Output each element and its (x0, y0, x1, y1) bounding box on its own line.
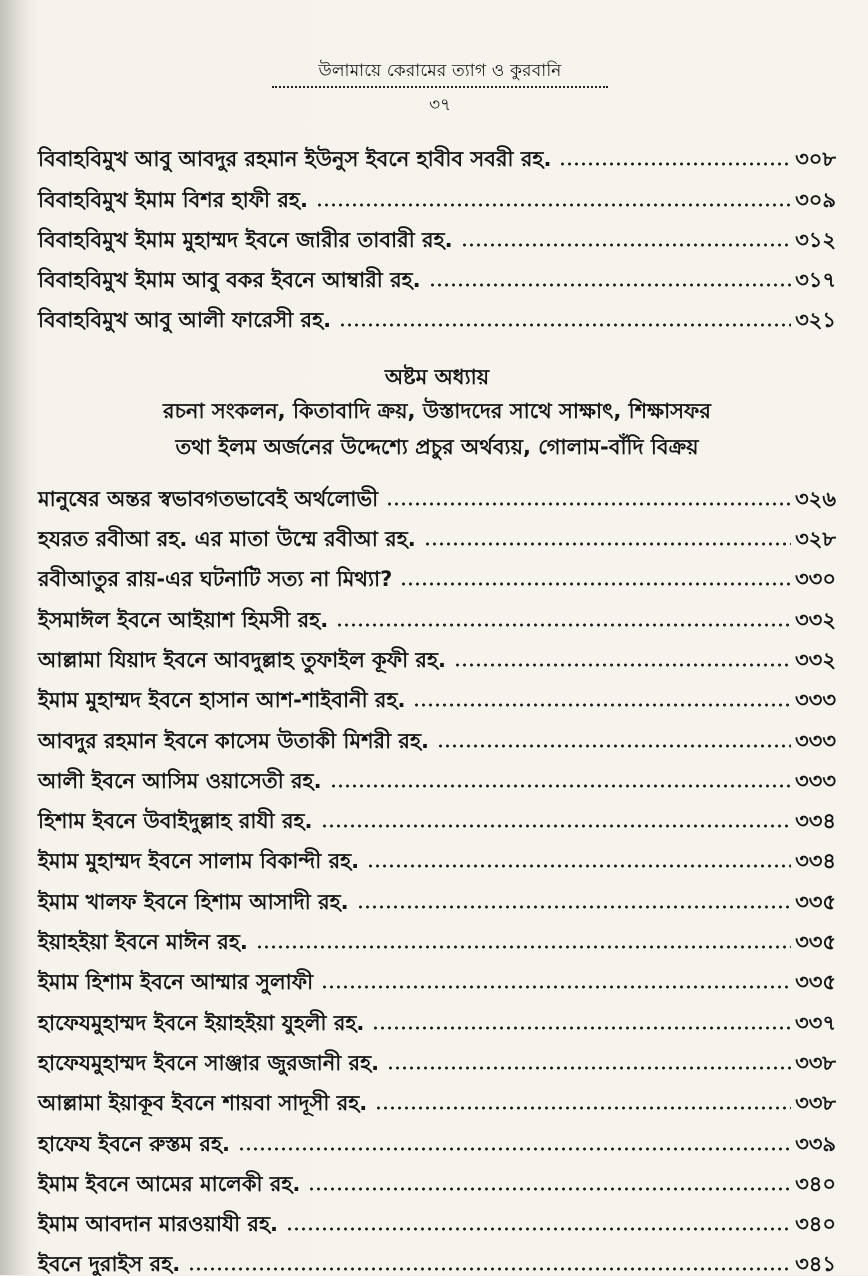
dot-leader (339, 322, 791, 328)
toc-entry-title: বিবাহবিমুখ আবু আলী ফারেসী রহ. (38, 308, 332, 333)
toc-entry (38, 711, 836, 751)
dot-leader (316, 202, 791, 208)
toc-entry-page-number: ৩৩৩ (795, 728, 836, 753)
chapter-title: অষ্টম অধ্যায় (384, 365, 490, 390)
toc-entry (38, 550, 836, 590)
dot-leader (454, 662, 791, 668)
toc-entry-page-number: ৩৩২ (795, 607, 836, 632)
toc-entry (38, 1195, 836, 1235)
dot-leader (437, 743, 791, 749)
toc-entry-title: বিবাহবিমুখ ইমাম মুহাম্মদ ইবনে জারীর তাবারী রহ. (38, 227, 453, 252)
dot-leader (386, 501, 791, 507)
toc-entry (38, 993, 836, 1033)
toc-entry-title: বিবাহবিমুখ ইমাম আবু বকর ইবনে আম্বারী রহ. (38, 268, 421, 293)
toc-entry-title: আবদুর রহমান ইবনে কাসেম উতাকী মিশরী রহ. (38, 728, 429, 753)
dot-leader (375, 1105, 791, 1111)
toc-entry-title: বিবাহবিমুখ আবু আবদুর রহমান ইউনুস ইবনে হাবীব সবরী রহ. (38, 147, 552, 172)
dot-leader (367, 863, 791, 869)
chapter-subtitle-line-1: রচনা সংকলন, কিতাবাদি ক্রয়, উস্তাদদের সাথে সাক্ষাৎ, শিক্ষাসফর (163, 399, 711, 424)
toc-entry-page-number: ৩৪০ (795, 1171, 836, 1196)
toc-entry-title: হাফেযমুহাম্মদ ইবনে সাঞ্জার জুরজানী রহ. (38, 1050, 380, 1075)
toc-entry-title: মানুষের অন্তর স্বভাবগতভাবেই অর্থলোভী (38, 486, 379, 511)
dot-leader (429, 282, 791, 288)
toc-entry (38, 469, 836, 509)
toc-entry (38, 671, 836, 711)
dot-leader (387, 1065, 791, 1071)
dot-leader (400, 581, 791, 587)
toc-entry-page-number: ৩০৮ (795, 147, 836, 172)
toc-entry (38, 1155, 836, 1195)
toc-entry (38, 1235, 836, 1275)
toc-entry-page-number: ৩৪০ (795, 1212, 836, 1237)
toc-entry-page-number: ৩২৬ (795, 486, 836, 511)
toc-entry (38, 1074, 836, 1114)
toc-entry-title: রবীআতুর রায়-এর ঘটনাটি সত্য না মিথ্যা? (38, 567, 393, 592)
toc-entry (38, 792, 836, 832)
running-header: উলামায়ে কেরামের ত্যাগ ও কুরবানি (318, 61, 562, 81)
dot-leader (238, 1146, 791, 1152)
toc-entry (38, 170, 836, 210)
toc-entry (38, 872, 836, 912)
toc-entry-page-number: ৩৩৭ (795, 1010, 836, 1035)
toc-entry-title: ইমাম খালফ ইবনে হিশাম আসাদী রহ. (38, 889, 349, 914)
dot-leader (321, 823, 792, 829)
toc-entry-page-number: ৩৩৮ (795, 1091, 836, 1116)
toc-entry (38, 211, 836, 251)
toc-entry-page-number: ৩৪১ (795, 1252, 836, 1276)
toc-entry (38, 631, 836, 671)
dot-leader (372, 1025, 791, 1031)
header-dotted-rule (272, 86, 608, 88)
toc-entry-page-number: ৩২১ (795, 308, 836, 333)
gutter-shadow (0, 0, 30, 1275)
toc-entry-title: বিবাহবিমুখ ইমাম বিশর হাফী রহ. (38, 187, 308, 212)
chapter-subtitle-line-2: তথা ইলম অর্জনের উদ্দেশ্যে প্রচুর অর্থব্যয়, গোলাম-বাঁদি বিক্রয় (175, 435, 699, 460)
toc-entry-page-number: ৩৩০ (795, 567, 836, 592)
toc-entry (38, 832, 836, 872)
toc-entry-title: আল্লামা যিয়াদ ইবনে আবদুল্লাহ তুফাইল কূফী রহ. (38, 647, 446, 672)
page-number: ৩৭ (428, 95, 452, 115)
dot-leader (461, 242, 791, 248)
toc-entry-page-number: ৩৩৩ (795, 688, 836, 713)
toc-entry-title: ইসমাঈল ইবনে আইয়াশ হিমসী রহ. (38, 607, 329, 632)
toc-entry-page-number: ৩৩৩ (795, 768, 836, 793)
toc-entry (38, 510, 836, 550)
toc-entry-title: হাফেয ইবনে রুস্তম রহ. (38, 1131, 230, 1156)
table-of-contents (38, 130, 836, 1275)
dot-leader (559, 161, 791, 167)
toc-entry-page-number: ৩১৭ (795, 268, 836, 293)
toc-entry (38, 752, 836, 792)
toc-entry-page-number: ৩৩২ (795, 647, 836, 672)
dot-leader (336, 622, 791, 628)
toc-entry-title: ইমাম হিশাম ইবনে আম্মার সুলাফী (38, 970, 314, 995)
dot-leader (308, 1186, 791, 1192)
toc-entry-page-number: ৩৩৫ (795, 970, 836, 995)
toc-entry-page-number: ৩৩৫ (795, 930, 836, 955)
toc-entry-page-number: ৩৩৪ (795, 849, 836, 874)
toc-entry-title: হযরত রবীআ রহ. এর মাতা উম্মে রবীআ রহ. (38, 527, 416, 552)
toc-entry-page-number: ৩৩৮ (795, 1050, 836, 1075)
toc-entry (38, 1034, 836, 1074)
toc-entry-title: ইমাম আবদান মারওয়াযী রহ. (38, 1212, 278, 1237)
toc-section-1 (38, 130, 836, 331)
dot-leader (357, 904, 791, 910)
toc-section-2 (38, 469, 836, 1275)
dot-leader (188, 1266, 791, 1272)
toc-entry-title: ইয়াহইয়া ইবনে মাঈন রহ. (38, 930, 248, 955)
toc-entry-page-number: ৩৩৯ (795, 1131, 836, 1156)
toc-entry-page-number: ৩১২ (795, 227, 836, 252)
chapter-heading-block (38, 361, 836, 465)
dot-leader (321, 984, 791, 990)
toc-entry-title: ইবনে দুরাইস রহ. (38, 1252, 181, 1276)
toc-entry-page-number: ৩২৮ (795, 527, 836, 552)
toc-entry-page-number: ৩৩৫ (795, 889, 836, 914)
toc-entry (38, 130, 836, 170)
toc-entry-title: ইমাম ইবনে আমের মালেকী রহ. (38, 1171, 301, 1196)
toc-entry (38, 590, 836, 630)
toc-entry-page-number: ৩০৯ (795, 187, 836, 212)
dot-leader (330, 783, 791, 789)
toc-entry (38, 913, 836, 953)
dot-leader (413, 702, 791, 708)
dot-leader (286, 1226, 791, 1232)
dot-leader (256, 944, 791, 950)
toc-entry (38, 953, 836, 993)
toc-entry-page-number: ৩৩৪ (795, 809, 836, 834)
toc-entry (38, 291, 836, 331)
toc-entry-title: ইমাম মুহাম্মদ ইবনে সালাম বিকান্দী রহ. (38, 849, 360, 874)
toc-entry (38, 251, 836, 291)
toc-entry-title: হাফেযমুহাম্মদ ইবনে ইয়াহইয়া যুহলী রহ. (38, 1010, 365, 1035)
dot-leader (424, 541, 791, 547)
toc-entry (38, 1114, 836, 1154)
toc-entry-title: ইমাম মুহাম্মদ ইবনে হাসান আশ-শাইবানী রহ. (38, 688, 406, 713)
toc-entry-title: হিশাম ইবনে উবাইদুল্লাহ রাযী রহ. (38, 809, 313, 834)
toc-entry-title: আল্লামা ইয়াকূব ইবনে শায়বা সাদূসী রহ. (38, 1091, 368, 1116)
toc-entry-title: আলী ইবনে আসিম ওয়াসেতী রহ. (38, 768, 322, 793)
